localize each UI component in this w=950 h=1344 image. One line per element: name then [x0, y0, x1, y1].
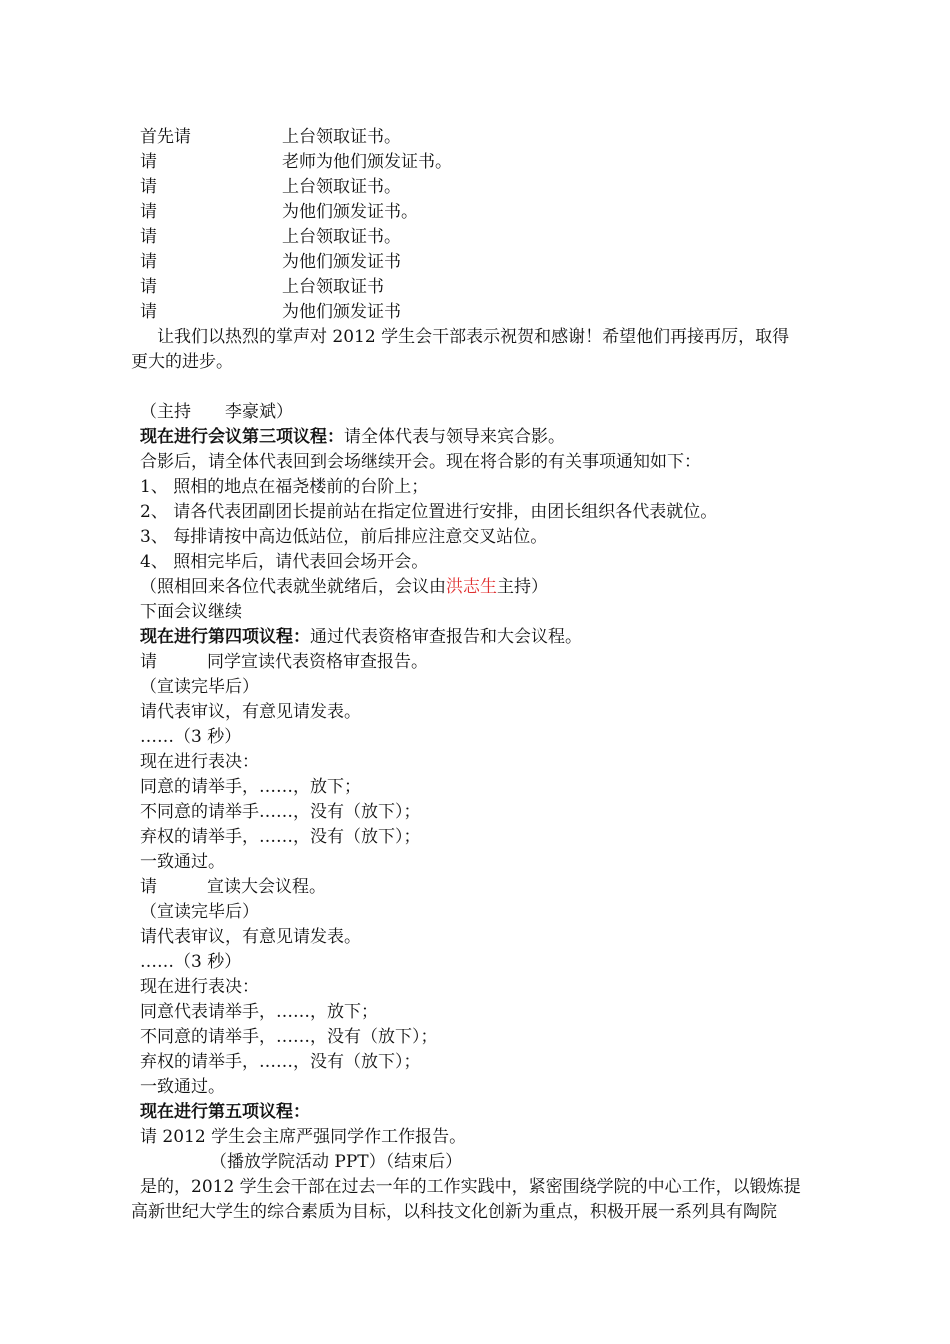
cert-lead: 请 [140, 277, 157, 297]
r2-review: 请代表审议，有意见请发表。 [140, 927, 361, 947]
item5-ppt: （播放学院活动 PPT）（结束后） [210, 1152, 463, 1172]
item5-title: 现在进行第五项议程： [140, 1102, 310, 1122]
item3-title: 现在进行会议第三项议程： [140, 427, 344, 447]
item4-heading [140, 625, 582, 649]
cert-lead: 请 [140, 152, 157, 172]
item5-para-line-2: 高新世纪大学生的综合素质为目标，以科技文化创新为重点，积极开展一系列具有陶院 [131, 1202, 777, 1222]
cert-text: 为他们颁发证书。 [282, 202, 418, 222]
host-label: （主持 [140, 402, 191, 422]
cert-text: 为他们颁发证书 [282, 302, 401, 322]
r1-abstain: 弃权的请举手，……，没有（放下）； [140, 827, 421, 847]
r1-pass: 一致通过。 [140, 852, 225, 872]
r2-abstain: 弃权的请举手，……，没有（放下）； [140, 1052, 421, 1072]
item3-heading [140, 425, 565, 449]
item3-rest: 请全体代表与领导来宾合影。 [344, 427, 565, 447]
applause-line-2: 更大的进步。 [131, 352, 233, 372]
r1-disagree: 不同意的请举手……，没有（放下）； [140, 802, 421, 822]
r2-pass: 一致通过。 [140, 1077, 225, 1097]
cert-text: 上台领取证书 [282, 277, 384, 297]
r2-agree: 同意代表请举手，……，放下； [140, 1002, 378, 1022]
photo-note: 1、 照相的地点在福尧楼前的台阶上； [140, 477, 429, 497]
cert-lead: 请 [140, 302, 157, 322]
cert-text: 上台领取证书。 [282, 127, 401, 147]
r2-text: 宣读大会议程。 [207, 877, 326, 897]
r2-done: （宣读完毕后） [140, 902, 259, 922]
r1-wait: ……（3 秒） [140, 727, 242, 747]
photo-note: 3、 每排请按中高边低站位，前后排应注意交叉站位。 [140, 527, 548, 547]
item5-para-line-1: 是的，2012 学生会干部在过去一年的工作实践中，紧密围绕学院的中心工作，以锻炼提 [140, 1177, 801, 1197]
host-change-note [140, 575, 548, 599]
cert-lead: 请 [140, 177, 157, 197]
cert-lead: 请 [140, 202, 157, 222]
item4-rest: 通过代表资格审查报告和大会议程。 [310, 627, 582, 647]
host-name-highlight: 洪志生 [446, 577, 497, 597]
r1-review: 请代表审议，有意见请发表。 [140, 702, 361, 722]
cert-text: 上台领取证书。 [282, 177, 401, 197]
item5-report: 请 2012 学生会主席严强同学作工作报告。 [140, 1127, 467, 1147]
r1-done: （宣读完毕后） [140, 677, 259, 697]
item4-title: 现在进行第四项议程： [140, 627, 310, 647]
photo-note: 4、 照相完毕后，请代表回会场开会。 [140, 552, 429, 572]
cert-text: 为他们颁发证书 [282, 252, 401, 272]
cert-text: 上台领取证书。 [282, 227, 401, 247]
cert-lead: 首先请 [140, 127, 191, 147]
host-change-after: 主持） [497, 577, 548, 597]
applause-line-1: 让我们以热烈的掌声对 2012 学生会干部表示祝贺和感谢！希望他们再接再厉，取得 [157, 327, 790, 347]
r2-wait: ……（3 秒） [140, 952, 242, 972]
r1-agree: 同意的请举手，……，放下； [140, 777, 361, 797]
item3-after: 合影后，请全体代表回到会场继续开会。现在将合影的有关事项通知如下： [140, 452, 701, 472]
cert-lead: 请 [140, 227, 157, 247]
r2-vote: 现在进行表决： [140, 977, 259, 997]
cert-lead: 请 [140, 252, 157, 272]
r1-vote: 现在进行表决： [140, 752, 259, 772]
r2-lead: 请 [140, 877, 157, 897]
photo-note: 2、 请各代表团副团长提前站在指定位置进行安排，由团长组织各代表就位。 [140, 502, 718, 522]
cert-text: 老师为他们颁发证书。 [282, 152, 452, 172]
host-name: 李豪斌） [225, 402, 293, 422]
r2-disagree: 不同意的请举手，……，没有（放下）； [140, 1027, 438, 1047]
r1-lead: 请 [140, 652, 157, 672]
continue-text: 下面会议继续 [140, 602, 242, 622]
host-change-before: （照相回来各位代表就坐就绪后，会议由 [140, 577, 446, 597]
r1-text: 同学宣读代表资格审查报告。 [207, 652, 428, 672]
